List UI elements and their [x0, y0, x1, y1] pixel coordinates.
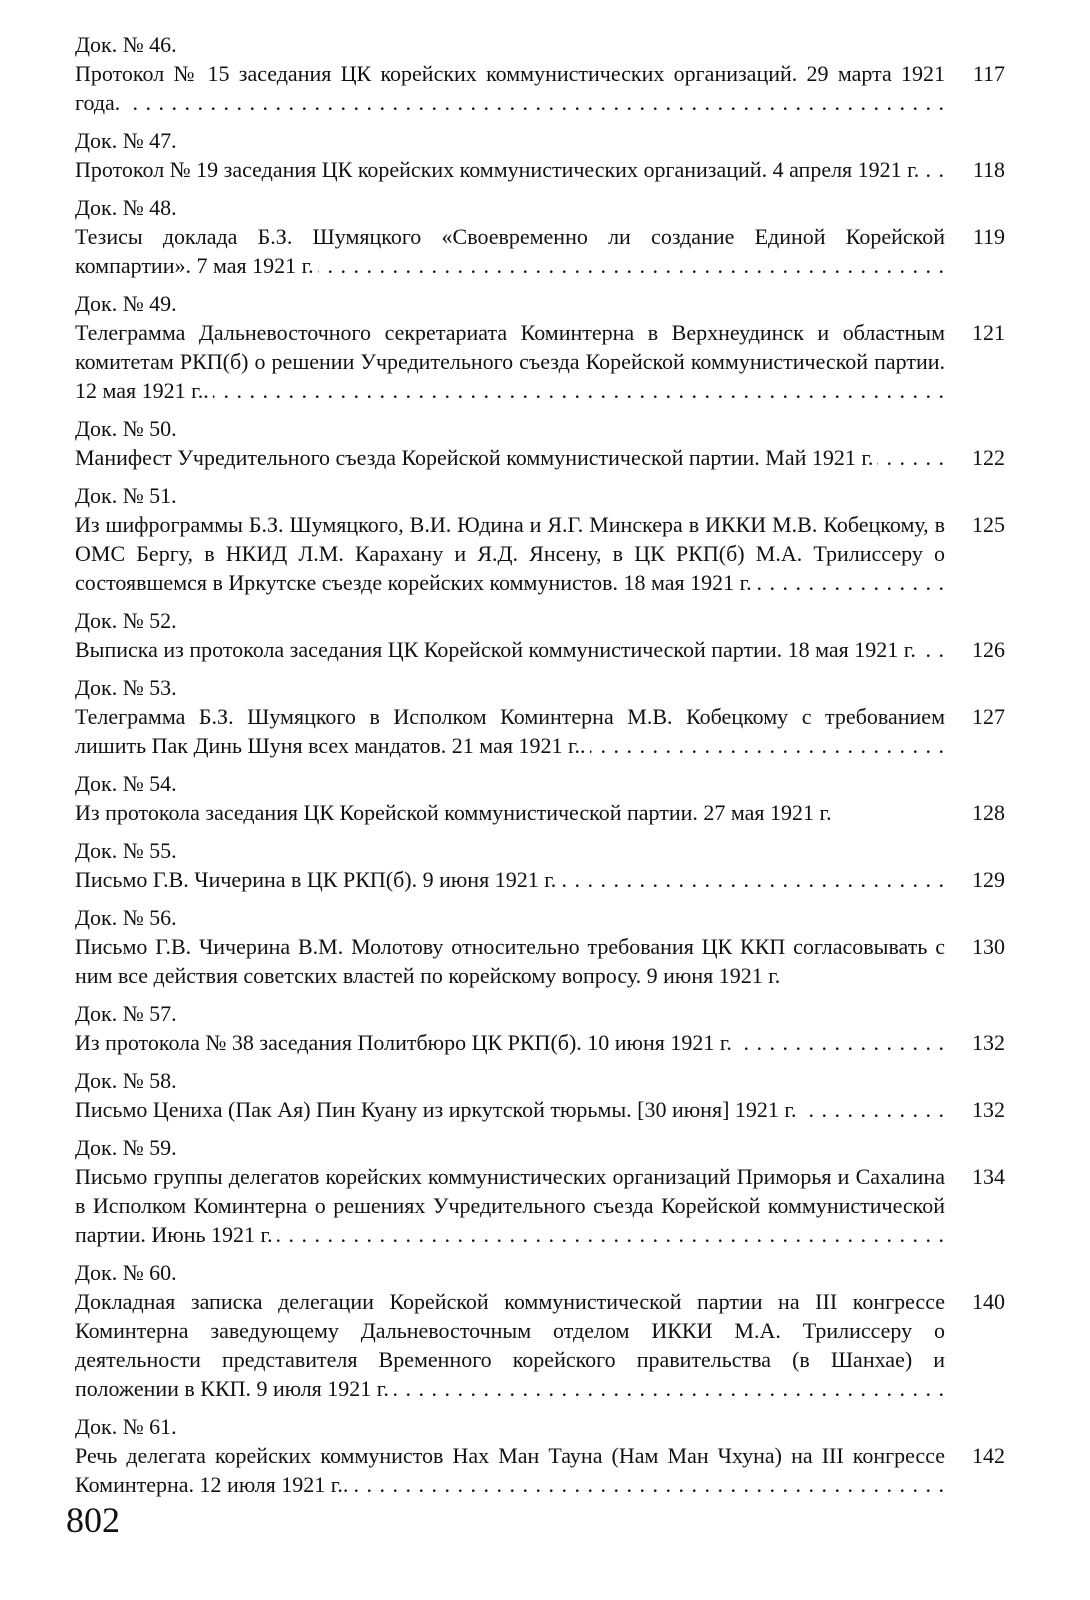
toc-entry: [75, 481, 1005, 597]
entry-title: [75, 1441, 945, 1499]
entry-title-text: Телеграмма Б.З. Шумяцкого в Исполком Коминтерна М.В. Кобецкому с требованием лишить Пак Динь Шуня всех мандатов. 21 мая 1921 г..: [75, 704, 945, 758]
entry-title: [75, 1028, 945, 1057]
entry-body: [75, 702, 1005, 760]
entry-title-text: Из протокола № 38 заседания Политбюро ЦК РКП(б). 10 июня 1921 г.: [75, 1030, 736, 1055]
toc-entry: [75, 1066, 1005, 1124]
doc-number: Док. № 55.: [75, 838, 177, 863]
doc-number: Док. № 61.: [75, 1414, 177, 1439]
entry-body: [75, 59, 1005, 117]
entry-body: [75, 932, 1005, 990]
entry-body: [75, 443, 1005, 472]
entry-body: [75, 798, 1005, 827]
page-number: 122: [972, 445, 1005, 470]
entry-title-text: Речь делегата корейских коммунистов Нах Ман Тауна (Нам Ман Чхуна) на III конгрессе Коминтерна. 12 июля 1921 г..: [75, 1443, 945, 1497]
entry-title: [75, 798, 945, 827]
toc-entry: [75, 1258, 1005, 1403]
entry-title: [75, 702, 945, 760]
page-number: 140: [972, 1289, 1005, 1314]
doc-number: Док. № 47.: [75, 128, 177, 153]
page-number: 132: [972, 1097, 1005, 1122]
doc-number: Док. № 53.: [75, 675, 177, 700]
doc-number: Док. № 58.: [75, 1068, 177, 1093]
table-of-contents: [75, 30, 1005, 1508]
toc-entry: [75, 1133, 1005, 1249]
entry-title: [75, 1287, 945, 1403]
toc-entry: [75, 1412, 1005, 1499]
doc-number: Док. № 57.: [75, 1001, 177, 1026]
entry-body: [75, 865, 1005, 894]
entry-title: [75, 155, 945, 184]
toc-entry: [75, 414, 1005, 472]
entry-title-text: Телеграмма Дальневосточного секретариата Коминтерна в Верхнеудинск и областным комитетам РКП(б) о решении Учредительного съезда Корейской коммунистической партии. 12 мая 1921 г..: [75, 320, 945, 403]
entry-title: [75, 59, 945, 117]
doc-number: Док. № 50.: [75, 416, 177, 441]
page-number: 130: [972, 934, 1005, 959]
entry-title: [75, 1095, 945, 1124]
entry-title-text: Письмо Цениха (Пак Ая) Пин Куану из иркутской тюрьмы. [30 июня] 1921 г.: [75, 1097, 800, 1122]
entry-body: [75, 318, 1005, 405]
toc-entry: [75, 606, 1005, 664]
doc-number: Док. № 51.: [75, 483, 177, 508]
entry-title: [75, 222, 945, 280]
entry-title-text: Из шифрограммы Б.З. Шумяцкого, В.И. Юдина и Я.Г. Минскера в ИККИ М.В. Кобецкому, в ОМС Бергу, в НКИД Л.М. Карахану и Я.Д. Янсену, в ЦК РКП(б) М.А. Трилиссеру о состоявшемся в Иркутске съезде корейских коммунистов. 18 мая 1921 г.: [75, 512, 945, 595]
entry-body: [75, 1441, 1005, 1499]
toc-entry: [75, 289, 1005, 405]
entry-title-text: Письмо группы делегатов корейских коммунистических организаций Приморья и Сахалина в Исполком Коминтерна о решениях Учредительного съезда Корейской коммунистической партии. Июнь 1921 г.: [75, 1164, 945, 1247]
entry-body: [75, 1095, 1005, 1124]
toc-entry: [75, 126, 1005, 184]
page-number: 126: [972, 637, 1005, 662]
doc-number: Док. № 52.: [75, 608, 177, 633]
doc-number: Док. № 60.: [75, 1260, 177, 1285]
page-number: 134: [972, 1164, 1005, 1189]
entry-title-text: Протокол № 19 заседания ЦК корейских коммунистических организаций. 4 апреля 1921 г.: [75, 157, 923, 182]
entry-title: [75, 635, 945, 664]
entry-title-text: Манифест Учредительного съезда Корейской коммунистической партии. Май 1921 г.: [75, 445, 877, 470]
entry-body: [75, 510, 1005, 597]
entry-title: [75, 443, 945, 472]
doc-number: Док. № 48.: [75, 195, 177, 220]
toc-entry: [75, 673, 1005, 760]
page-number: 119: [972, 224, 1005, 249]
entry-title-text: Выписка из протокола заседания ЦК Корейской коммунистической партии. 18 мая 1921 г.: [75, 637, 920, 662]
toc-entry: [75, 30, 1005, 117]
entry-title-text: Из протокола заседания ЦК Корейской коммунистической партии. 27 мая 1921 г.: [75, 800, 832, 825]
toc-entry: [75, 193, 1005, 280]
page-number: 127: [972, 704, 1005, 729]
doc-number: Док. № 54.: [75, 771, 177, 796]
entry-body: [75, 635, 1005, 664]
entry-title: [75, 318, 945, 405]
entry-title: [75, 510, 945, 597]
page-number: 125: [972, 512, 1005, 537]
page-number: 129: [972, 867, 1005, 892]
toc-entry: [75, 999, 1005, 1057]
page-number: 132: [972, 1030, 1005, 1055]
toc-entry: [75, 836, 1005, 894]
doc-number: Док. № 59.: [75, 1135, 177, 1160]
entry-title: [75, 932, 945, 990]
entry-title-text: Докладная записка делегации Корейской коммунистической партии на III конгрессе Коминтерна заведующему Дальневосточным отделом ИККИ М.А. Трилиссеру о деятельности представителя Временного корейского правительства (в Шанхае) и положении в ККП. 9 июля 1921 г.: [75, 1289, 945, 1401]
page-number: 117: [972, 61, 1005, 86]
page-number: 142: [972, 1443, 1005, 1468]
entry-title-text: Протокол № 15 заседания ЦК корейских коммунистических организаций. 29 марта 1921 года.: [75, 61, 945, 115]
entry-title-text: Письмо Г.В. Чичерина В.М. Молотову относительно требования ЦК ККП согласовывать с ним все действия советских властей по корейскому вопросу. 9 июня 1921 г.: [75, 934, 945, 988]
toc-entry: [75, 769, 1005, 827]
entry-title-text: Письмо Г.В. Чичерина в ЦК РКП(б). 9 июня 1921 г.: [75, 867, 560, 892]
entry-body: [75, 1028, 1005, 1057]
page-number: 121: [972, 320, 1005, 345]
page-number: 128: [972, 800, 1005, 825]
entry-body: [75, 1287, 1005, 1403]
doc-number: Док. № 46.: [75, 32, 177, 57]
entry-body: [75, 222, 1005, 280]
entry-title: [75, 1162, 945, 1249]
entry-title: [75, 865, 945, 894]
page-folio-number: 802: [66, 1500, 120, 1540]
toc-entry: [75, 903, 1005, 990]
entry-body: [75, 155, 1005, 184]
entry-title-text: Тезисы доклада Б.З. Шумяцкого «Своевременно ли создание Единой Корейской компартии». 7 мая 1921 г.: [75, 224, 945, 278]
entry-body: [75, 1162, 1005, 1249]
doc-number: Док. № 49.: [75, 291, 177, 316]
page-number: 118: [972, 157, 1005, 182]
doc-number: Док. № 56.: [75, 905, 177, 930]
